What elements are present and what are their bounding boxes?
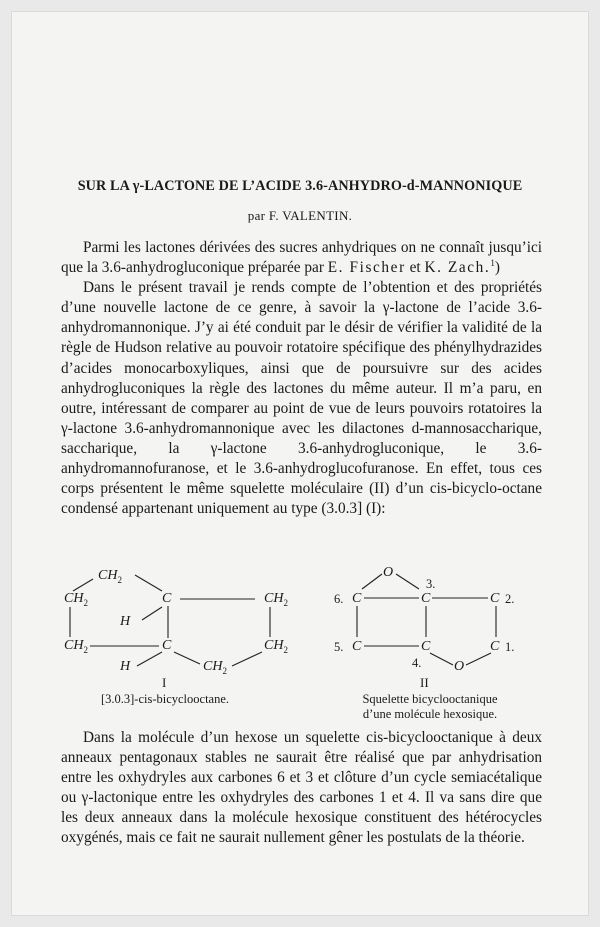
label-5: 5. [334, 640, 344, 654]
figure-2-numeral: II [420, 675, 429, 690]
label-6: 6. [334, 592, 344, 606]
o-bottom: O [454, 659, 465, 674]
c-bottom: C [162, 638, 172, 653]
c2: C [490, 591, 500, 606]
ch2-bottom: $CH_2$ [203, 659, 227, 676]
body-text-top [61, 238, 542, 519]
c1: C [490, 639, 500, 654]
label-3: 3. [426, 577, 436, 591]
label-2: 2. [505, 592, 515, 606]
footnote-ref: 1 [490, 258, 495, 268]
figure-1-caption: [3.0.3]-cis-bicyclooctane. [100, 692, 230, 706]
figure-1-bicyclooctane [0, 560, 300, 710]
ch2-top: $CH_2$ [98, 568, 122, 585]
c5: C [352, 639, 362, 654]
figure-1-numeral: I [162, 675, 167, 690]
paragraph-2: Dans le présent travail je rends compte de l’obtention et des propriétés d’une nouvelle lactone de ce genre, à savoir la γ-lactone de l’acide 3.6-anhydromannonique. J’y ai été conduit par le désir de vérifier la validité de la règle de Hudson relative au pouvoir rotatoire spécifique des phénylhydrazides d’acides monocarboxyliques, ainsi que de poursuivre sur des acides anhydrogluconiques la règle des lactones du même auteur. Il m’a paru, en outre, intéressant de comparer au point de vue de leurs pouvoirs rotatoires la γ-lactone 3.6-anhydromannonique avec les dilactones d-mannosaccharique, saccharique, la γ-lactone 3.6-anhydrogluconique, le 3.6-anhydromannofuranose, et le 3.6-anhydroglucofuranose. En effet, tous ces corps présentent le même squelette moléculaire (II) d’un cis-bicyclo-octane condensé appartenant uniquement au type (3.0.3] (I): [61, 279, 542, 518]
h-top: H [120, 614, 131, 629]
body-text-bottom [61, 728, 542, 849]
figure-1-bonds [0, 560, 300, 710]
figure-2-caption-line-1: Squelette bicyclooctanique [362, 692, 498, 706]
c4: C [421, 639, 431, 654]
o-top: O [383, 565, 394, 580]
c-top: C [162, 591, 172, 606]
h-bottom: H [120, 659, 131, 674]
figure-2-hexose-skeleton [300, 560, 560, 725]
label-4: 4. [412, 656, 422, 670]
ch2-left-bottom: $CH_2$ [64, 638, 88, 655]
ch2-left-top: $CH_2$ [64, 591, 88, 608]
ch2-right-bottom: $CH_2$ [264, 638, 288, 655]
article-title: SUR LA γ-LACTONE DE L’ACIDE 3.6-ANHYDRO-d-MANNONIQUE [77, 178, 523, 194]
c6: C [352, 591, 362, 606]
ch2-right-top: $CH_2$ [264, 591, 288, 608]
paragraph-1: Parmi les lactones dérivées des sucres anhydriques on ne connaît jusqu’ici que la 3.6-anhydrogluconique préparée par E. Fischer et K. Zach.$^1$) [61, 239, 542, 277]
label-1: 1. [505, 640, 515, 654]
c3: C [421, 591, 431, 606]
paragraph-3: Dans la molécule d’un hexose un squelette cis-bicyclooctanique à deux anneaux pentagonaux stables ne saurait être réalisé que par anhydrisation entre les oxhydryles aux carbones 6 et 3 et clôture d’un cycle semiacétalique ou γ-lactonique entre les oxhydryles des carbones 1 et 4. Il va sans dire que les deux anneaux dans la molécule hexosique constituent des hétérocycles oxygénés, mais ce fait ne saurait nullement gêner les postulats de la théorie. [61, 729, 542, 847]
article-author: par F. VALENTIN. [247, 208, 353, 223]
figure-2-caption-line-2: d’une molécule hexosique. [362, 707, 498, 721]
